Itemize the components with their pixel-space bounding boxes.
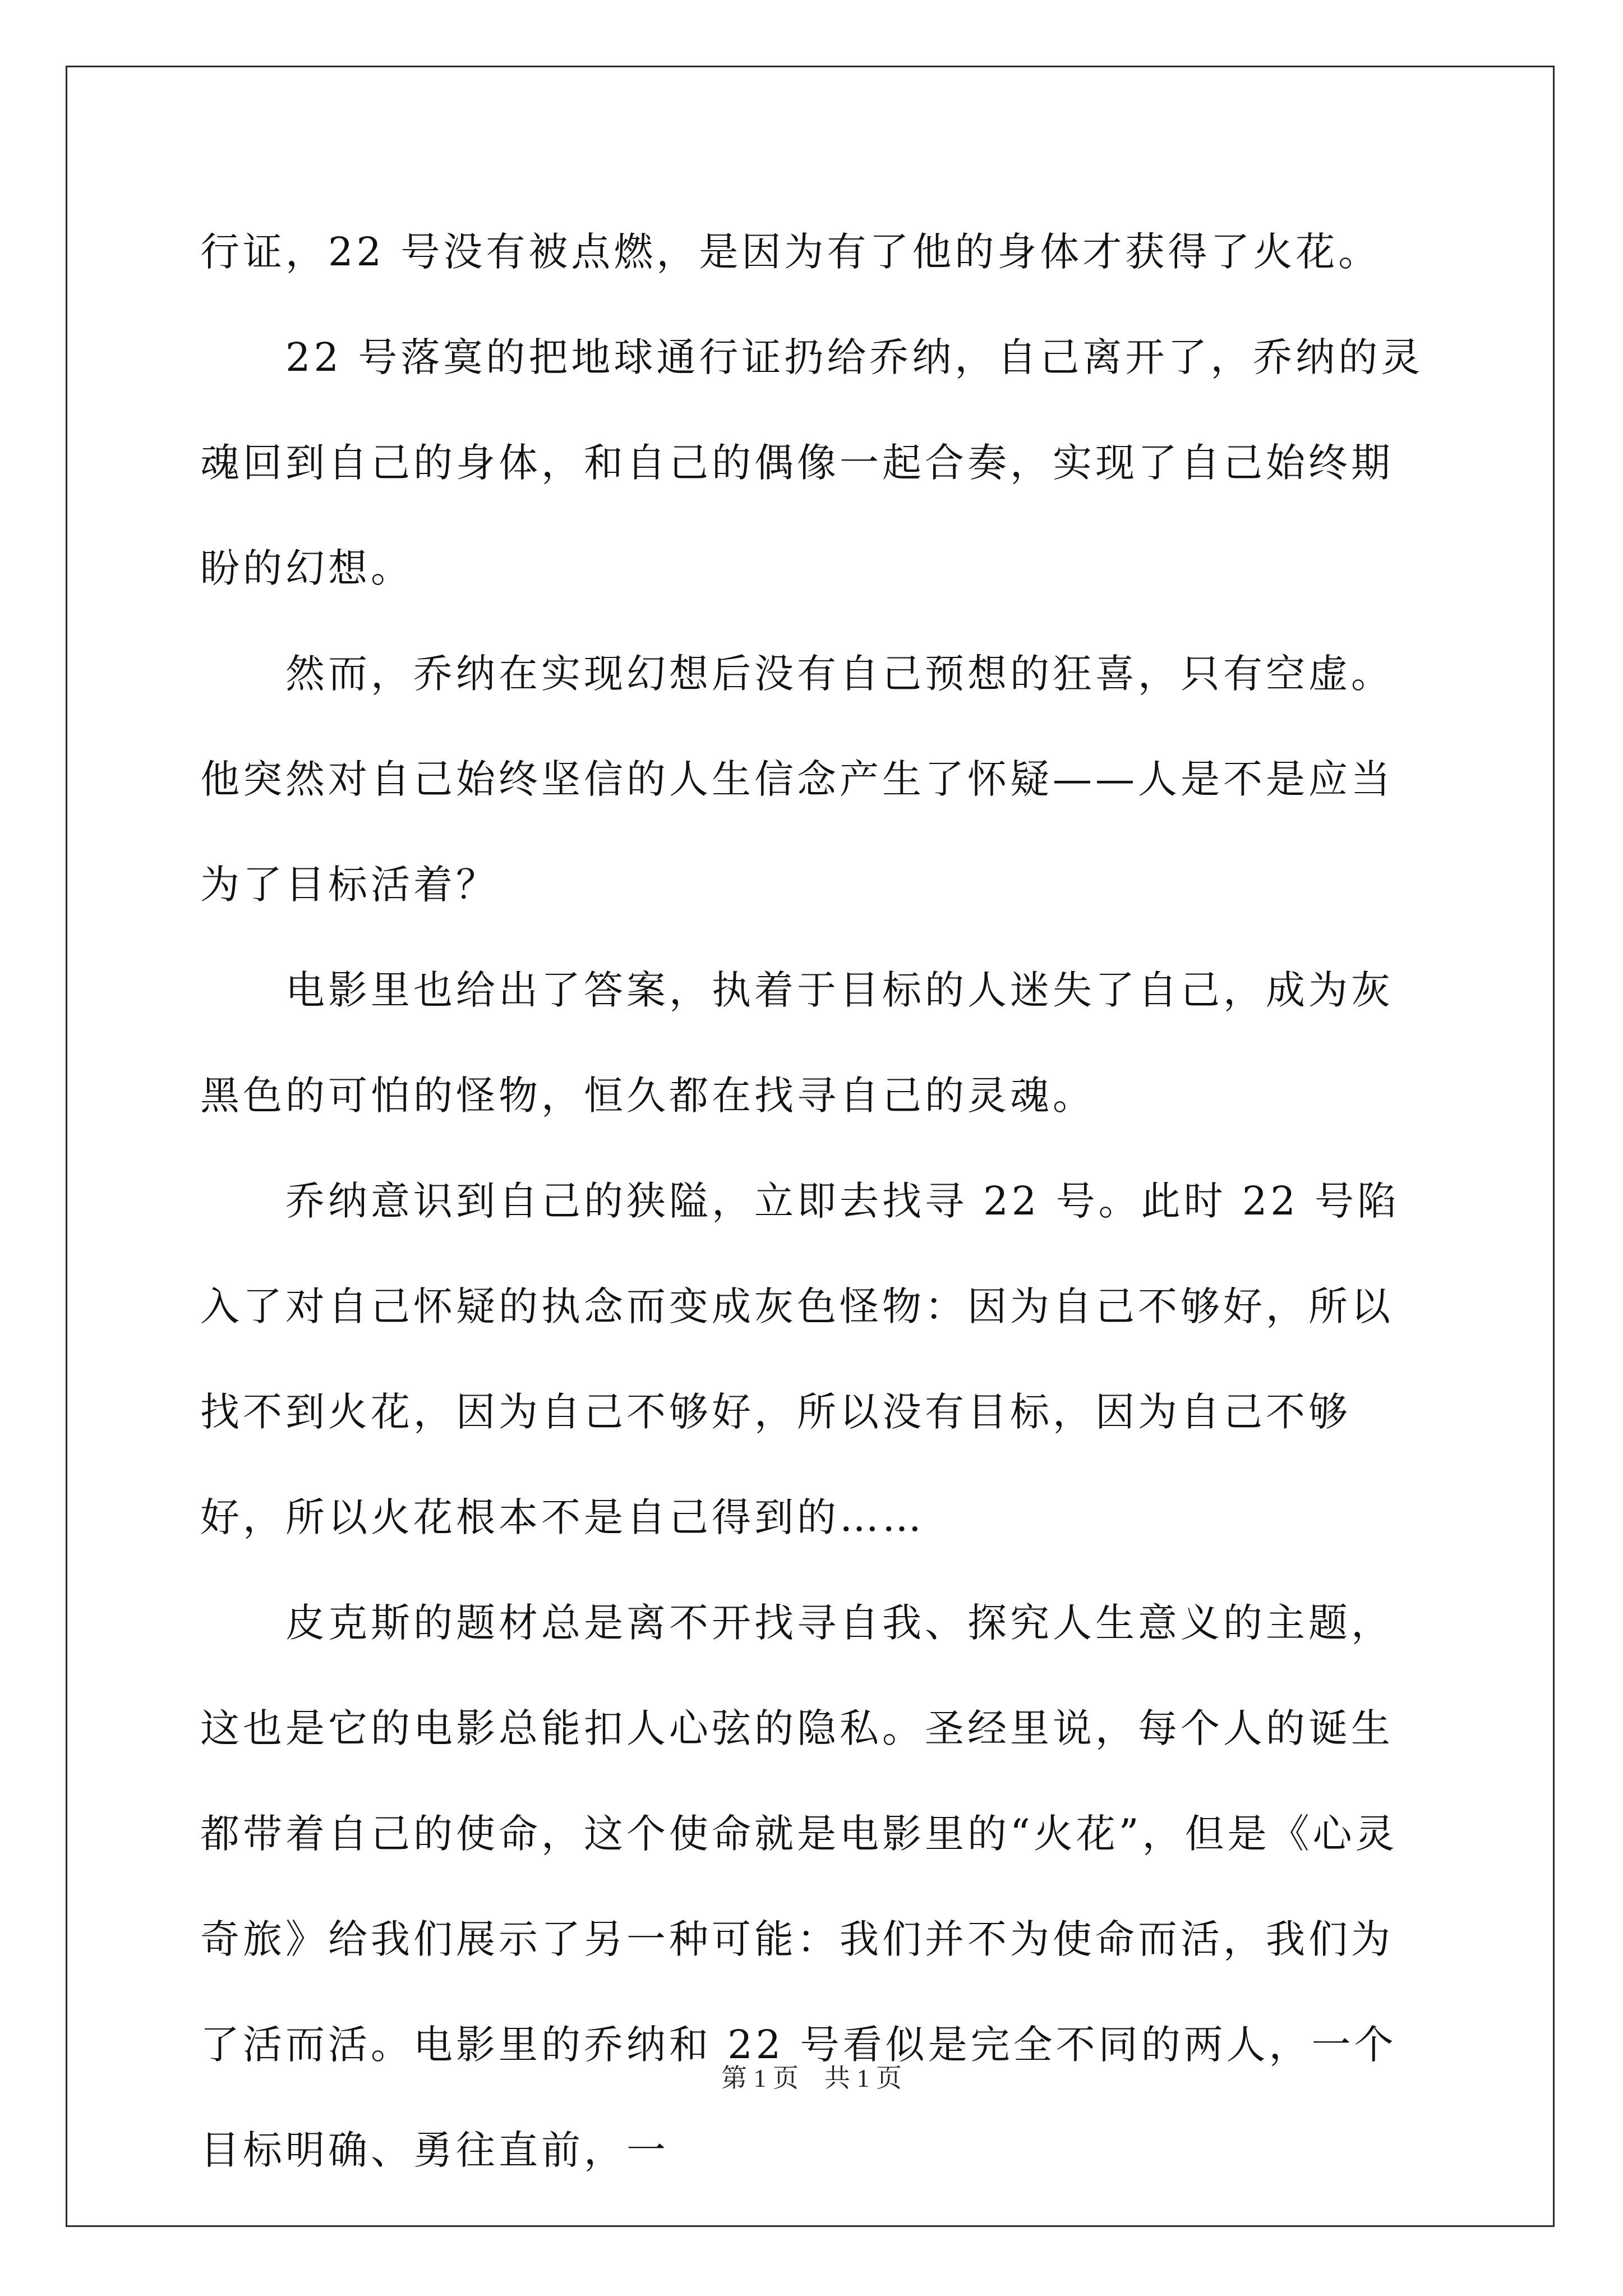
paragraph: 乔纳意识到自己的狭隘，立即去找寻 22 号。此时 22 号陷入了对自己怀疑的执念而变成灰色怪物：因为自己不够好，所以找不到火花，因为自己不够好，所以没有目标，因为自己不够好，所以火花根本不是自己得到的…… bbox=[200, 1178, 1400, 1540]
paragraph: 然而，乔纳在实现幻想后没有自己预想的狂喜，只有空虚。他突然对自己始终坚信的人生信念产生了怀疑——人是不是应当为了目标活着？ bbox=[200, 651, 1394, 908]
paragraph: 皮克斯的题材总是离不开找寻自我、探究人生意义的主题，这也是它的电影总能扣人心弦的隐私。圣经里说，每个人的诞生都带着自己的使命，这个使命就是电影里的“火花”，但是《心灵奇旅》给我们展示了另一种可能：我们并不为使命而活，我们为了活而活。电影里的乔纳和 22 号看似是完全不同的两人，一个目标明确、勇往直前，一 bbox=[200, 1600, 1398, 2173]
paragraph-continued: 行证，22 号没有被点燃，是因为有了他的身体才获得了火花。 bbox=[200, 229, 1381, 275]
page-total: 共 1 页 bbox=[824, 2064, 902, 2092]
paragraph: 22 号落寞的把地球通行证扔给乔纳，自己离开了，乔纳的灵魂回到自己的身体，和自己的偶像一起合奏，实现了自己始终期盼的幻想。 bbox=[200, 334, 1424, 591]
paragraph: 电影里也给出了答案，执着于目标的人迷失了自己，成为灰黑色的可怕的怪物，恒久都在找寻自己的灵魂。 bbox=[200, 967, 1394, 1119]
document-body bbox=[200, 199, 1434, 2203]
page-footer bbox=[0, 2058, 1623, 2095]
page-number: 第 1 页 bbox=[721, 2064, 799, 2092]
